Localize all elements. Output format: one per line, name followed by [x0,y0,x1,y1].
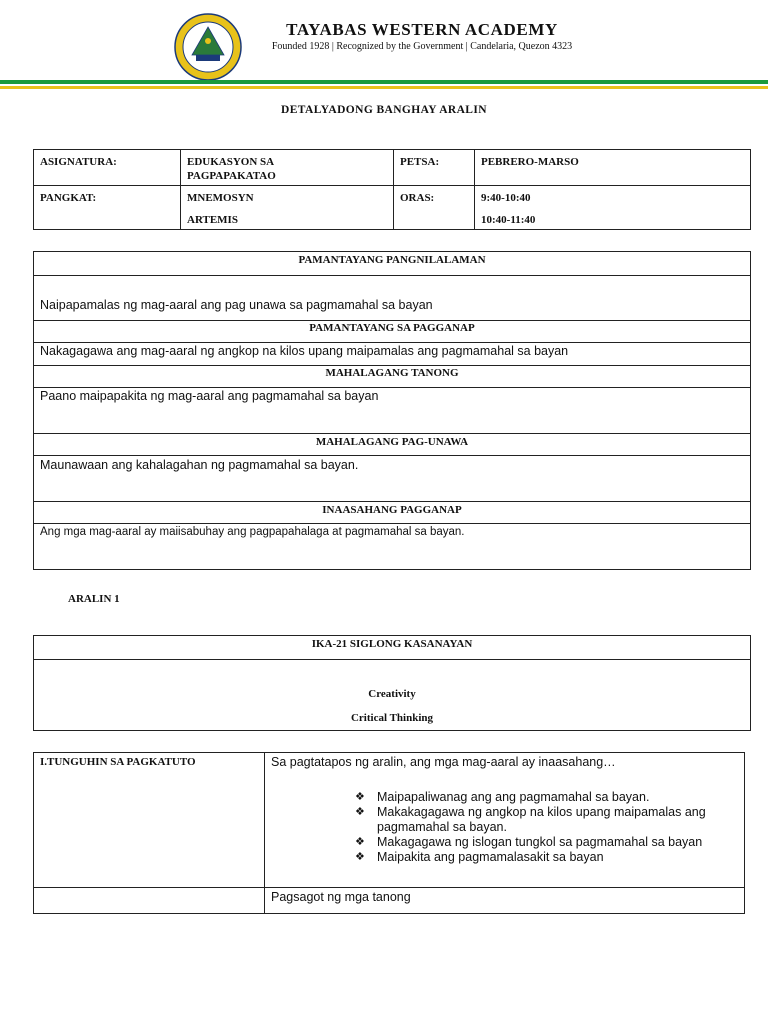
petsa-label: PETSA: [394,150,475,186]
letterhead [0,0,768,80]
asignatura-value [181,150,394,186]
document-title: DETALYADONG BANGHAY ARALIN [281,104,487,116]
pagunawa-text: Maunawaan ang kahalagahan ng pagmamahal sa bayan. [34,456,751,502]
school-seal-icon [174,13,242,81]
list-item: ❖ Maipapaliwanag ang ang pagmamahal sa bayan. [355,790,650,804]
diamond-bullet-icon: ❖ [355,836,365,848]
diamond-bullet-icon: ❖ [355,851,365,863]
diamond-bullet-icon: ❖ [355,806,365,818]
skill-creativity: Creativity [368,688,416,700]
tanong-text: Paano maipapakita ng mag-aaral ang pagmamahal sa bayan [34,388,751,434]
pagganap-title: PAMANTAYANG SA PAGGANAP [34,321,751,343]
objectives-intro: Sa pagtatapos ng aralin, ang mga mag-aaral ay inaasahang… [265,753,745,888]
oras-value-line1: 9:40-10:40 [481,192,531,204]
info-table [33,149,751,230]
asignatura-value-line1: EDUKASYON SA [187,156,275,168]
school-subtitle: Founded 1928 | Recognized by the Government | Candelaria, Quezon 4323 [271,41,573,52]
school-name: TAYABAS WESTERN ACADEMY [286,20,558,39]
asignatura-label: ASIGNATURA: [34,150,181,186]
objectives-empty-cell [34,888,265,914]
aralin-label: ARALIN 1 [68,593,120,605]
oras-value [475,186,751,230]
standards-table [33,251,751,570]
diamond-bullet-icon: ❖ [355,791,365,803]
pangnilalaman-title: PAMANTAYANG PANGNILALAMAN [34,252,751,276]
header-stripe-yellow [0,86,768,89]
list-item: ❖ Makakagagawa ng angkop na kilos upang maipamalas ang pagmamahal sa bayan. [355,805,706,834]
pangkat-value-line1: MNEMOSYN [187,192,254,204]
asignatura-value-line2: PAGPAPAKATAO [187,170,276,182]
objectives-footer: Pagsagot ng mga tanong [265,888,745,914]
pangnilalaman-text: Naipapamalas ng mag-aaral ang pag unawa sa pagmamahal sa bayan [34,276,751,321]
oras-label: ORAS: [394,186,475,230]
pagunawa-title: MAHALAGANG PAG-UNAWA [34,434,751,456]
pangkat-label: PANGKAT: [34,186,181,230]
header-stripe-green [0,80,768,84]
skills-title: IKA-21 SIGLONG KASANAYAN [34,636,751,660]
skill-critical-thinking: Critical Thinking [350,712,433,724]
inaasahang-title: INAASAHANG PAGGANAP [34,502,751,524]
petsa-value: PEBRERO-MARSO [475,150,751,186]
oras-value-line2: 10:40-11:40 [481,214,536,226]
tanong-title: MAHALAGANG TANONG [34,366,751,388]
objectives-label: I.TUNGUHIN SA PAGKATUTO [34,753,265,888]
skills-list [34,660,751,731]
list-item: ❖ Makagagawa ng islogan tungkol sa pagmamahal sa bayan [355,835,703,849]
objectives-list [355,790,735,865]
pangkat-value-line2: ARTEMIS [187,214,238,226]
pangkat-value [181,186,394,230]
skills-table [33,635,751,731]
inaasahang-text: Ang mga mag-aaral ay maiisabuhay ang pagpapahalaga at pagmamahal sa bayan. [34,524,751,570]
pagganap-text: Nakagagawa ang mag-aaral ng angkop na kilos upang maipamalas ang pagmamahal sa bayan [34,343,751,366]
list-item: ❖ Maipakita ang pagmamalasakit sa bayan [355,850,604,864]
